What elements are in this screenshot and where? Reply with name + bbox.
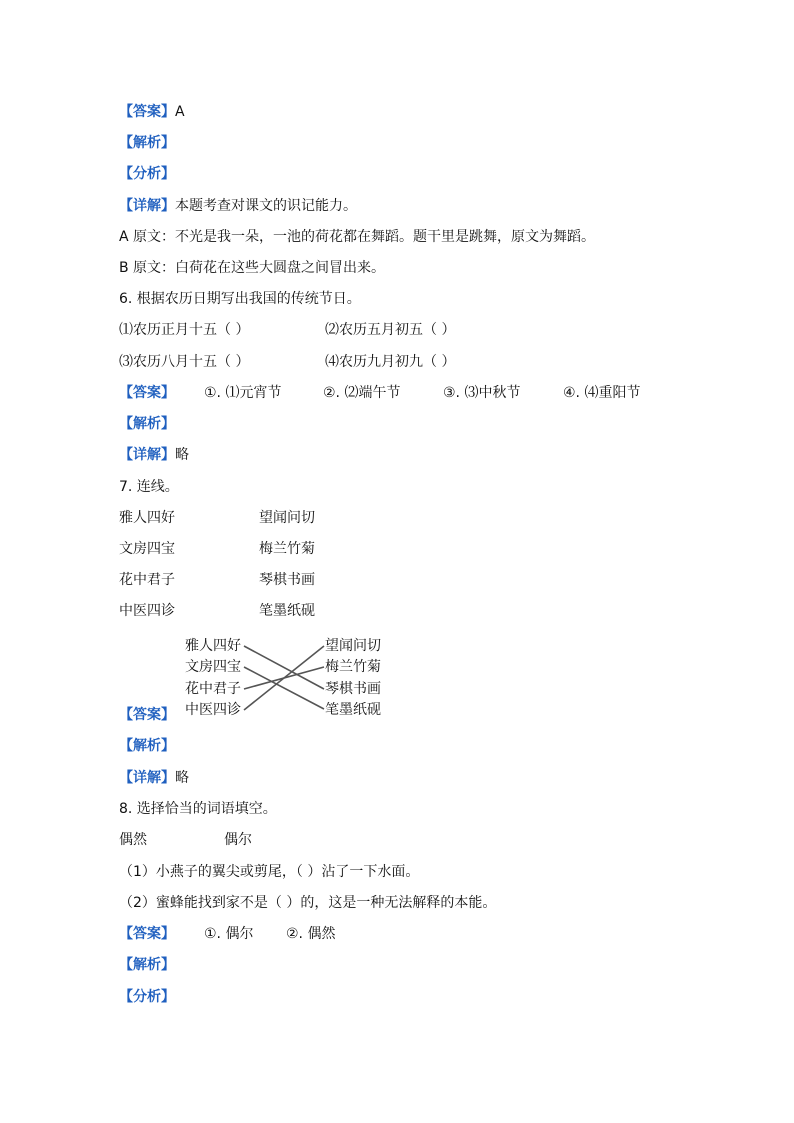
q8-answer-1: ①. 偶尔 — [204, 926, 254, 942]
figure-left-3: 花中君子 — [185, 681, 241, 697]
q8-stem: 8. 选择恰当的词语填空。 — [119, 801, 277, 817]
detail-tag: 【详解】 — [119, 770, 175, 786]
q6-answer-4: ④. ⑷重阳节 — [563, 385, 641, 401]
q7-right-3: 琴棋书画 — [259, 572, 315, 588]
figure-right-1: 望闻问切 — [325, 638, 381, 654]
figure-left-2: 文房四宝 — [185, 659, 241, 675]
q6-item-1: ⑴农历正月十五（ ） — [119, 322, 250, 338]
detail-tag: 【详解】 — [119, 447, 175, 463]
q7-answer-line — [119, 705, 175, 725]
fenxi-tag: 【分析】 — [119, 166, 175, 182]
q5-detail-text: 本题考查对课文的识记能力。 — [175, 198, 357, 214]
match-line-4 — [244, 646, 324, 710]
q7-right-2: 梅兰竹菊 — [259, 541, 315, 557]
q5-line-a: A 原文：不光是我一朵，一池的荷花都在舞蹈。题干里是跳舞，原文为舞蹈。 — [119, 229, 596, 245]
fenxi-tag: 【分析】 — [119, 989, 175, 1005]
q6-detail-text: 略 — [175, 447, 189, 463]
figure-right-3: 琴棋书画 — [325, 681, 381, 697]
matching-answer-figure — [182, 634, 392, 720]
figure-left-1: 雅人四好 — [185, 638, 241, 654]
q6-detail-line — [119, 445, 189, 465]
q8-fenxi-line — [119, 987, 175, 1007]
q7-left-2: 文房四宝 — [119, 541, 175, 557]
q7-right-1: 望闻问切 — [259, 510, 315, 526]
q6-item-2: ⑵农历五月初五（ ） — [325, 322, 456, 338]
answer-tag: 【答案】 — [119, 707, 175, 723]
answer-tag: 【答案】 — [119, 104, 175, 120]
q7-left-1: 雅人四好 — [119, 510, 175, 526]
q7-right-4: 笔墨纸砚 — [259, 603, 315, 619]
q7-analysis-line — [119, 736, 175, 756]
q5-detail-line — [119, 196, 357, 216]
q7-left-3: 花中君子 — [119, 572, 175, 588]
q8-word-2: 偶尔 — [224, 832, 252, 848]
match-line-2 — [244, 667, 324, 709]
analysis-tag: 【解析】 — [119, 135, 175, 151]
analysis-tag: 【解析】 — [119, 957, 175, 973]
match-line-1 — [244, 646, 324, 689]
q6-item-4: ⑷农历九月初九（ ） — [325, 354, 456, 370]
q8-answer-line — [119, 924, 175, 944]
q6-answer-2: ②. ⑵端午节 — [323, 385, 401, 401]
q6-answer-3: ③. ⑶中秋节 — [443, 385, 521, 401]
q7-stem: 7. 连线。 — [119, 479, 179, 495]
q8-word-1: 偶然 — [119, 832, 147, 848]
q6-stem: 6. 根据农历日期写出我国的传统节日。 — [119, 291, 361, 307]
figure-left-4: 中医四诊 — [185, 702, 241, 718]
q7-left-4: 中医四诊 — [119, 603, 175, 619]
answer-tag: 【答案】 — [119, 385, 175, 401]
analysis-tag: 【解析】 — [119, 738, 175, 754]
q7-detail-text: 略 — [175, 770, 189, 786]
q5-answer-line — [119, 102, 185, 122]
figure-right-4: 笔墨纸砚 — [325, 702, 381, 718]
analysis-tag: 【解析】 — [119, 416, 175, 432]
q6-analysis-line — [119, 414, 175, 434]
q6-item-3: ⑶农历八月十五（ ） — [119, 354, 250, 370]
q8-item-1: （1）小燕子的翼尖或剪尾，（ ）沾了一下水面。 — [119, 864, 420, 880]
q5-fenxi-line — [119, 164, 175, 184]
q6-answer-1: ①. ⑴元宵节 — [204, 385, 282, 401]
answer-tag: 【答案】 — [119, 926, 175, 942]
q5-analysis-line — [119, 133, 175, 153]
q8-item-2: （2）蜜蜂能找到家不是（ ）的，这是一种无法解释的本能。 — [119, 895, 497, 911]
q5-answer-value: A — [175, 104, 185, 120]
q7-detail-line — [119, 768, 189, 788]
q6-answer-line — [119, 383, 175, 403]
detail-tag: 【详解】 — [119, 198, 175, 214]
q5-line-b: B 原文：白荷花在这些大圆盘之间冒出来。 — [119, 260, 386, 276]
q8-analysis-line — [119, 955, 175, 975]
q8-answer-2: ②. 偶然 — [286, 926, 336, 942]
figure-right-2: 梅兰竹菊 — [325, 659, 381, 675]
